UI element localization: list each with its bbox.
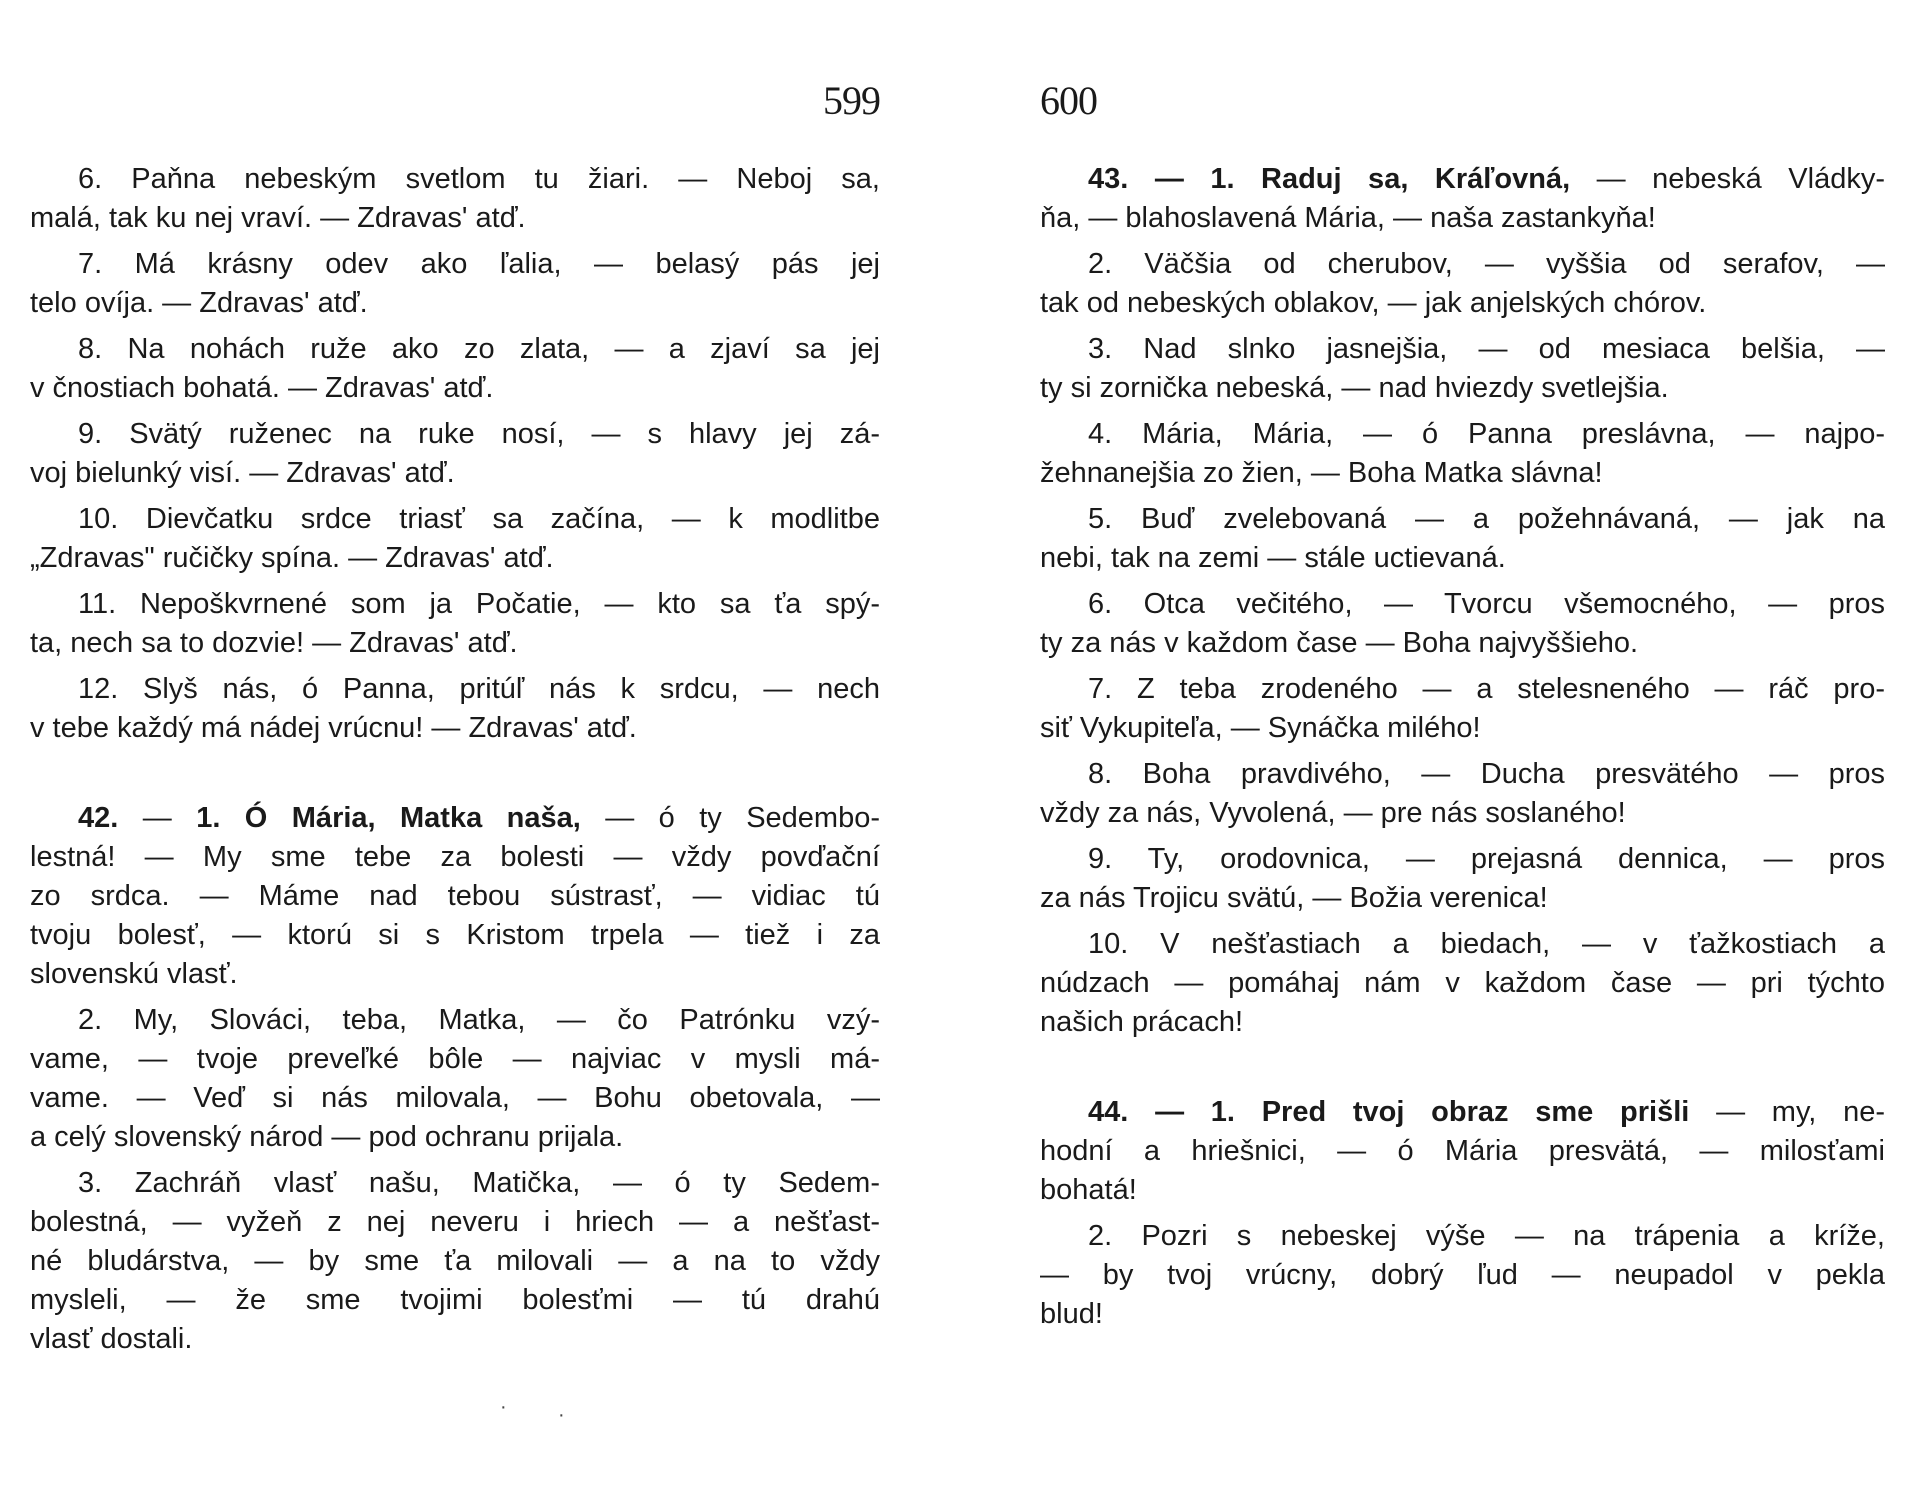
hymn-42-title: 1. Ó Mária, Matka naša, xyxy=(196,802,581,834)
text-line: telo ovíja. — Zdravas' atď. xyxy=(30,287,368,319)
right-page-text xyxy=(1040,160,1885,1341)
hymn-43-stanza-7 xyxy=(1040,670,1885,748)
text-line: lestná! — My sme tebe za bolesti — vždy povďační xyxy=(30,841,880,873)
stanza-9 xyxy=(30,415,880,493)
left-page xyxy=(30,0,880,1500)
text-line: vlasť dostali. xyxy=(30,1323,193,1355)
stanza-10 xyxy=(30,500,880,578)
text-line: né bludárstva, — by sme ťa milovali — a na to vždy xyxy=(30,1245,880,1277)
text-line: tvoju bolesť, — ktorú si s Kristom trpela — tiež i za xyxy=(30,919,880,951)
hymn-43-stanza-3 xyxy=(1040,330,1885,408)
text-line: 2. Pozri s nebeskej výše — na trápenia a kríže, xyxy=(1088,1220,1885,1252)
hymn-44-stanza-2 xyxy=(1040,1217,1885,1334)
text-line: 12. Slyš nás, ó Panna, pritúľ nás k srdcu, — nech xyxy=(78,673,880,705)
text-line: a celý slovenský národ — pod ochranu prijala. xyxy=(30,1121,624,1153)
text-line: bohatá! xyxy=(1040,1174,1137,1206)
text-line: 9. Svätý ruženec na ruke nosí, — s hlavy jej zá- xyxy=(78,418,880,450)
hymn-43-stanza-4 xyxy=(1040,415,1885,493)
text-line: 10. V nešťastiach a biedach, — v ťažkostiach a xyxy=(1088,928,1885,960)
hymn-43-stanza-8 xyxy=(1040,755,1885,833)
hymn-42-stanza-3 xyxy=(30,1164,880,1359)
text-line: ta, nech sa to dozvie! — Zdravas' atď. xyxy=(30,627,518,659)
text-line: vame. — Veď si nás milovala, — Bohu obetovala, — xyxy=(30,1082,880,1114)
text-line: bolestná, — vyžeň z nej neveru i hriech — a nešťast- xyxy=(30,1206,880,1238)
text-line: blud! xyxy=(1040,1298,1103,1330)
print-speck: · xyxy=(558,1404,565,1426)
hymn-42-number: 42. xyxy=(78,802,119,834)
right-page xyxy=(1040,0,1885,1500)
text-line: slovenskú vlasť. xyxy=(30,958,238,990)
hymn-43-stanza-5 xyxy=(1040,500,1885,578)
stanza-7 xyxy=(30,245,880,323)
text-line: 5. Buď zvelebovaná — a požehnávaná, — jak na xyxy=(1088,503,1885,535)
text-line: 3. Nad slnko jasnejšia, — od mesiaca belšia, — xyxy=(1088,333,1885,365)
stanza-6 xyxy=(30,160,880,238)
text-line: 7. Z teba zrodeného — a stelesneného — ráč pro- xyxy=(1088,673,1885,705)
text-line: zo srdca. — Máme nad tebou sústrasť, — vidiac tú xyxy=(30,880,880,912)
hymn-43-first-line-rest: — nebeská Vládky- xyxy=(1596,163,1885,195)
text-line: vame, — tvoje preveľké bôle — najviac v mysli má- xyxy=(30,1043,880,1075)
text-line: ty za nás v každom čase — Boha najvyššieho. xyxy=(1040,627,1639,659)
text-line: tak od nebeských oblakov, — jak anjelských chórov. xyxy=(1040,287,1707,319)
page-number-right: 600 xyxy=(1040,78,1097,123)
text-line: 4. Mária, Mária, — ó Panna preslávna, — najpo- xyxy=(1088,418,1885,450)
text-line: 7. Má krásny odev ako ľalia, — belasý pás jej xyxy=(78,248,880,280)
hymn-43-stanza-6 xyxy=(1040,585,1885,663)
text-line: „Zdravas" ručičky spína. — Zdravas' atď. xyxy=(30,542,554,574)
text-line: 6. Paňna nebeským svetlom tu žiari. — Neboj sa, xyxy=(78,163,880,195)
text-line: našich prácach! xyxy=(1040,1006,1244,1038)
text-line: 11. Nepoškvrnené som ja Počatie, — kto sa ťa spý- xyxy=(78,588,880,620)
text-line: hodní a hriešnici, — ó Mária presvätá, — milosťami xyxy=(1040,1135,1885,1167)
text-line: 2. Väčšia od cherubov, — vyššia od serafov, — xyxy=(1088,248,1885,280)
text-line: 3. Zachráň vlasť našu, Matička, — ó ty Sedem- xyxy=(78,1167,880,1199)
hymn-42-heading-line: 42. — 1. Ó Mária, Matka naša, — ó ty Sedembo- xyxy=(78,802,880,834)
print-speck: · xyxy=(500,1396,507,1418)
hymn-42-first-line-rest: — ó ty Sedembo- xyxy=(605,802,880,834)
text-line: 2. My, Slováci, teba, Matka, — čo Patrónku vzý- xyxy=(78,1004,880,1036)
text-line: 9. Ty, orodovnica, — prejasná dennica, — pros xyxy=(1088,843,1885,875)
hymn-separator xyxy=(30,755,880,799)
text-line: ty si zornička nebeská, — nad hviezdy svetlejšia. xyxy=(1040,372,1669,404)
hymn-43-stanza-2 xyxy=(1040,245,1885,323)
text-line: v čnostiach bohatá. — Zdravas' atď. xyxy=(30,372,494,404)
text-line: núdzach — pomáhaj nám v každom čase — pri týchto xyxy=(1040,967,1885,999)
page-number-left: 599 xyxy=(823,78,880,123)
text-line: 6. Otca večitého, — Tvorcu všemocného, — pros xyxy=(1088,588,1885,620)
text-line: voj bielunký visí. — Zdravas' atď. xyxy=(30,457,455,489)
text-line: malá, tak ku nej vraví. — Zdravas' atď. xyxy=(30,202,526,234)
text-line: siť Vykupiteľa, — Synáčka milého! xyxy=(1040,712,1481,744)
hymn-43-stanza-1 xyxy=(1040,160,1885,238)
stanza-12 xyxy=(30,670,880,748)
stanza-8 xyxy=(30,330,880,408)
hymn-43-stanza-10 xyxy=(1040,925,1885,1042)
hymn-44-stanza-1 xyxy=(1040,1093,1885,1210)
hymn-42-stanza-1 xyxy=(30,799,880,994)
hymn-44-first-line-rest: — my, ne- xyxy=(1716,1096,1885,1128)
stanza-11 xyxy=(30,585,880,663)
hymn-43-stanza-9 xyxy=(1040,840,1885,918)
left-page-text xyxy=(30,160,880,1366)
hymn-43-title: — 1. Raduj sa, Kráľovná, xyxy=(1154,163,1571,195)
hymn-44-heading-line xyxy=(1040,1093,1885,1132)
text-line: 10. Dievčatku srdce triasť sa začína, — k modlitbe xyxy=(78,503,880,535)
text-line: za nás Trojicu svätú, — Božia verenica! xyxy=(1040,882,1548,914)
text-line: žehnanejšia zo žien, — Boha Matka slávna! xyxy=(1040,457,1603,489)
hymn-42-stanza-2 xyxy=(30,1001,880,1157)
text-line: nebi, tak na zemi — stále uctievaná. xyxy=(1040,542,1506,574)
hymn-43-number: 43. xyxy=(1088,163,1129,195)
text-line: ňa, — blahoslavená Mária, — naša zastankyňa! xyxy=(1040,202,1656,234)
hymn-44-number: 44. xyxy=(1088,1096,1129,1128)
text-line: v tebe každý má nádej vrúcnu! — Zdravas' atď. xyxy=(30,712,637,744)
text-line: — by tvoj vrúcny, dobrý ľud — neupadol v pekla xyxy=(1040,1259,1885,1291)
hymn-44-title: — 1. Pred tvoj obraz sme prišli xyxy=(1155,1096,1690,1128)
hymn-43-heading-line xyxy=(1040,160,1885,199)
text-line: 8. Boha pravdivého, — Ducha presvätého — pros xyxy=(1088,758,1885,790)
text-line: mysleli, — že sme tvojimi bolesťmi — tú drahú xyxy=(30,1284,880,1316)
text-line: 8. Na nohách ruže ako zo zlata, — a zjaví sa jej xyxy=(78,333,880,365)
text-line: vždy za nás, Vyvolená, — pre nás soslaného! xyxy=(1040,797,1626,829)
hymn-separator xyxy=(1040,1049,1885,1093)
